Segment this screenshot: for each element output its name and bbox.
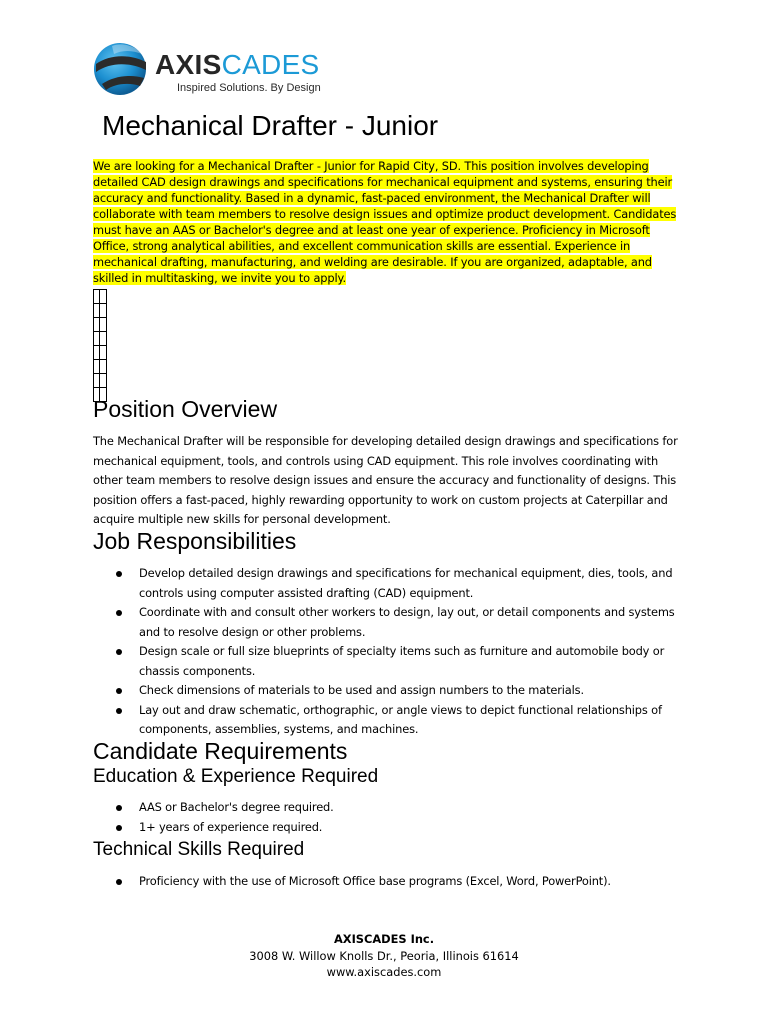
list-item [93, 798, 683, 818]
education-experience-heading: Education & Experience Required [93, 766, 379, 787]
bullet-icon [116, 708, 122, 714]
bullet-icon [116, 610, 122, 616]
table-cell-box [93, 359, 107, 374]
intro-highlighted-text: We are looking for a Mechanical Drafter - Junior for Rapid City, SD. This position involves developing detailed CAD design drawings and specifications for mechanical equipment and systems, ensuring their accuracy and functionality. Based in a dynamic, fast-paced environment, the Mechanical Drafter will collaborate with team members to resolve design issues and optimize product development. Candidates must have an AAS or Bachelor's degree and at least one year of experience. Proficiency in Microsoft Office, strong analytical abilities, and excellent communication skills are essential. Experience in mechanical drafting, manufacturing, and welding are desirable. If you are organized, adaptable, and skilled in multitasking, we invite you to apply. [93, 159, 677, 285]
page-footer [0, 931, 768, 981]
logo-word-cades: CADES [221, 49, 320, 80]
list-item [93, 603, 683, 642]
technical-skills-heading: Technical Skills Required [93, 839, 305, 860]
list-item-text: Lay out and draw schematic, orthographic, or angle views to depict functional relationships of components, assemblies, systems, and machines. [139, 702, 662, 736]
job-responsibilities-heading: Job Responsibilities [93, 528, 297, 554]
list-item [93, 642, 683, 681]
list-item-text: Check dimensions of materials to be used and assign numbers to the materials. [139, 683, 584, 697]
globe-logo-icon [92, 40, 148, 96]
list-item [93, 872, 683, 892]
bullet-icon [116, 805, 122, 811]
responsibilities-list [93, 564, 683, 740]
bullet-icon [116, 649, 122, 655]
empty-table-cells [93, 290, 107, 402]
education-list [93, 798, 683, 837]
position-overview-text: The Mechanical Drafter will be responsible for developing detailed design drawings and specifications for mechanical equipment, tools, and controls using CAD equipment. This role involves coordinating with other team members to resolve design issues and ensure the accuracy and functionality of designs. This position offers a fast-paced, highly rewarding opportunity to work on custom projects at Caterpillar and acquire multiple new skills for personal development. [93, 434, 678, 526]
table-cell-box [93, 345, 107, 360]
list-item-text: Develop detailed design drawings and specifications for mechanical equipment, dies, tools, and controls using computer assisted drafting (CAD) equipment. [139, 566, 673, 600]
table-cell-box [93, 331, 107, 346]
logo-tagline: Inspired Solutions. By Design [177, 82, 321, 94]
bullet-icon [116, 825, 122, 831]
list-item [93, 701, 683, 740]
page-title: Mechanical Drafter - Junior [102, 110, 439, 141]
list-item [93, 818, 683, 838]
footer-company: AXISCADES Inc. [333, 932, 435, 946]
list-item-text: Proficiency with the use of Microsoft Office base programs (Excel, Word, PowerPoint). [139, 874, 611, 888]
bullet-icon [116, 571, 122, 577]
list-item-text: Coordinate with and consult other workers to design, lay out, or detail components and systems and to resolve design or other problems. [139, 605, 675, 639]
intro-paragraph [93, 158, 683, 286]
table-cell-box [93, 317, 107, 332]
candidate-requirements-heading: Candidate Requirements [93, 738, 348, 764]
footer-website[interactable]: www.axiscades.com [326, 965, 442, 979]
company-logo [92, 40, 342, 100]
table-cell-box [93, 303, 107, 318]
position-overview-heading: Position Overview [93, 396, 278, 422]
list-item-text: 1+ years of experience required. [139, 819, 323, 834]
bullet-icon [116, 879, 122, 885]
footer-address: 3008 W. Willow Knolls Dr., Peoria, Illinois 61614 [249, 948, 519, 963]
technical-skills-list [93, 872, 683, 892]
logo-wordmark [155, 50, 320, 80]
bullet-icon [116, 688, 122, 694]
list-item-text: Design scale or full size blueprints of specialty items such as furniture and automobile body or chassis components. [139, 644, 665, 678]
table-cell-box [93, 373, 107, 388]
logo-word-axis: AXIS [155, 49, 222, 80]
table-cell-box [93, 289, 107, 304]
list-item [93, 564, 683, 603]
list-item-text: AAS or Bachelor's degree required. [139, 800, 334, 814]
list-item [93, 681, 683, 701]
